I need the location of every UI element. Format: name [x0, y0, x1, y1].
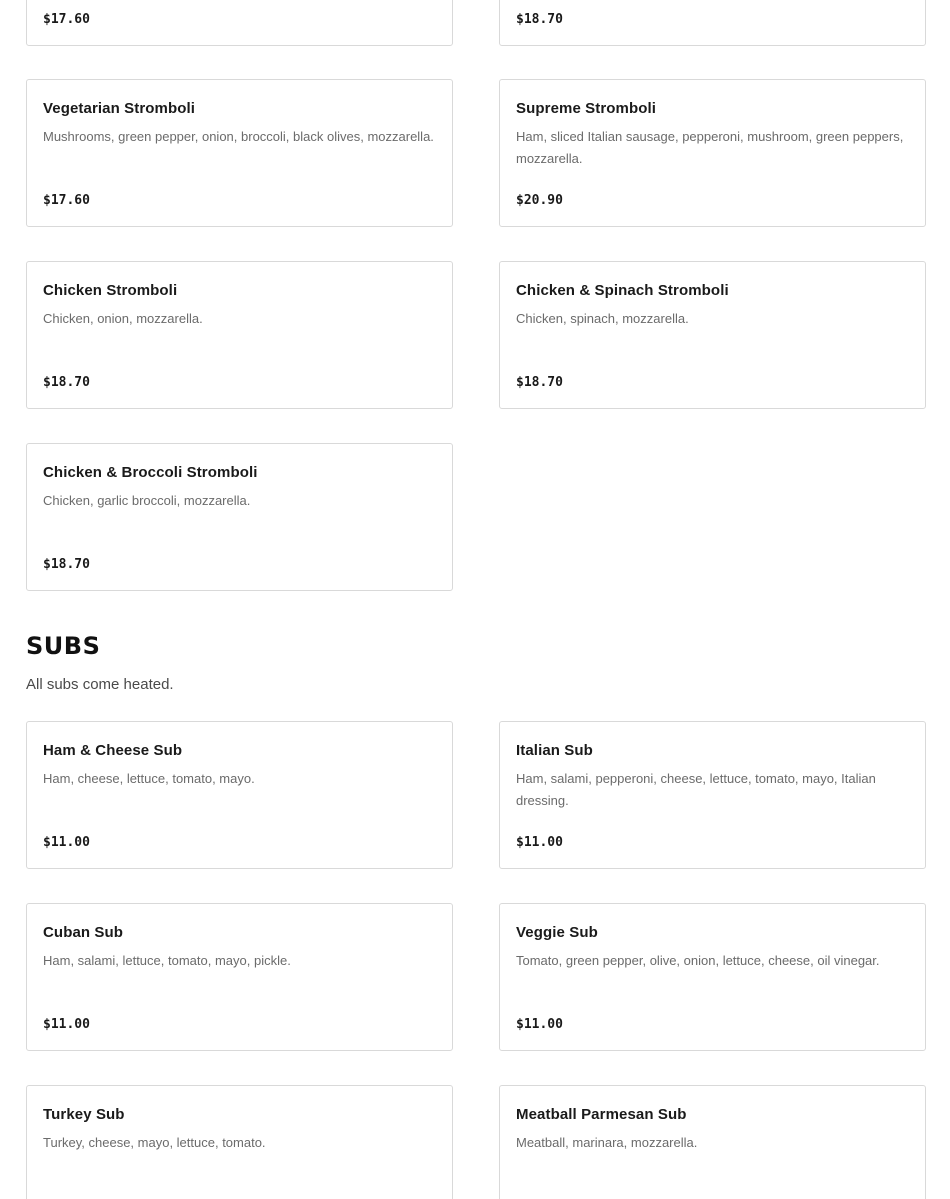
- item-price: $17.60: [43, 12, 90, 27]
- item-name: Supreme Stromboli: [516, 100, 657, 117]
- item-name: Cuban Sub: [43, 924, 124, 941]
- item-name: Chicken & Broccoli Stromboli: [43, 464, 258, 481]
- item-name: Ham & Cheese Sub: [43, 742, 183, 759]
- menu-item-card[interactable]: [499, 79, 926, 227]
- item-description: Ham, salami, lettuce, tomato, mayo, pickle.: [43, 953, 291, 968]
- item-name: Veggie Sub: [516, 924, 598, 941]
- item-name: Chicken Stromboli: [43, 282, 178, 299]
- section-title: SUBS: [26, 632, 101, 660]
- item-price: $11.00: [43, 835, 90, 850]
- item-price: $18.70: [43, 375, 90, 390]
- item-description: Ham, cheese, lettuce, tomato, mayo.: [43, 771, 255, 786]
- menu-item-card[interactable]: [499, 0, 926, 46]
- item-description: Ham, sliced Italian sausage, pepperoni, mushroom, green peppers, mozzarella.: [516, 129, 904, 166]
- item-description: Mushrooms, green pepper, onion, broccoli, black olives, mozzarella.: [43, 129, 434, 144]
- section-subtitle: All subs come heated.: [26, 676, 174, 693]
- item-price: $11.00: [43, 1017, 90, 1032]
- item-description: Meatball, marinara, mozzarella.: [516, 1135, 698, 1150]
- item-description: Chicken, garlic broccoli, mozzarella.: [43, 493, 251, 508]
- menu-item-card[interactable]: [499, 721, 926, 869]
- item-description: Tomato, green pepper, olive, onion, lettuce, cheese, oil vinegar.: [516, 953, 880, 968]
- item-price: $18.70: [516, 12, 563, 27]
- menu-item-card[interactable]: [26, 903, 453, 1051]
- item-description: Turkey, cheese, mayo, lettuce, tomato.: [43, 1135, 266, 1150]
- item-price: $11.00: [516, 1017, 563, 1032]
- item-price: $17.60: [43, 193, 90, 208]
- item-name: Vegetarian Stromboli: [43, 100, 196, 117]
- menu-item-card[interactable]: [499, 903, 926, 1051]
- item-price: $18.70: [43, 557, 90, 572]
- item-name: Turkey Sub: [43, 1106, 125, 1123]
- menu-item-card[interactable]: [26, 721, 453, 869]
- item-name: Chicken & Spinach Stromboli: [516, 282, 729, 299]
- item-name: Italian Sub: [516, 742, 593, 759]
- item-price: $11.00: [516, 835, 563, 850]
- item-description: Chicken, spinach, mozzarella.: [516, 311, 689, 326]
- menu-item-card[interactable]: [26, 261, 453, 409]
- item-price: $20.90: [516, 193, 563, 208]
- menu-item-card[interactable]: [26, 443, 453, 591]
- menu-item-card[interactable]: [499, 261, 926, 409]
- menu-item-card[interactable]: [26, 1085, 453, 1199]
- item-description: Ham, salami, pepperoni, cheese, lettuce, tomato, mayo, Italian dressing.: [516, 771, 876, 808]
- item-description: Chicken, onion, mozzarella.: [43, 311, 203, 326]
- menu-item-card[interactable]: [26, 0, 453, 46]
- menu-item-card[interactable]: [26, 79, 453, 227]
- item-name: Meatball Parmesan Sub: [516, 1106, 687, 1123]
- menu-item-card[interactable]: [499, 1085, 926, 1199]
- item-price: $18.70: [516, 375, 563, 390]
